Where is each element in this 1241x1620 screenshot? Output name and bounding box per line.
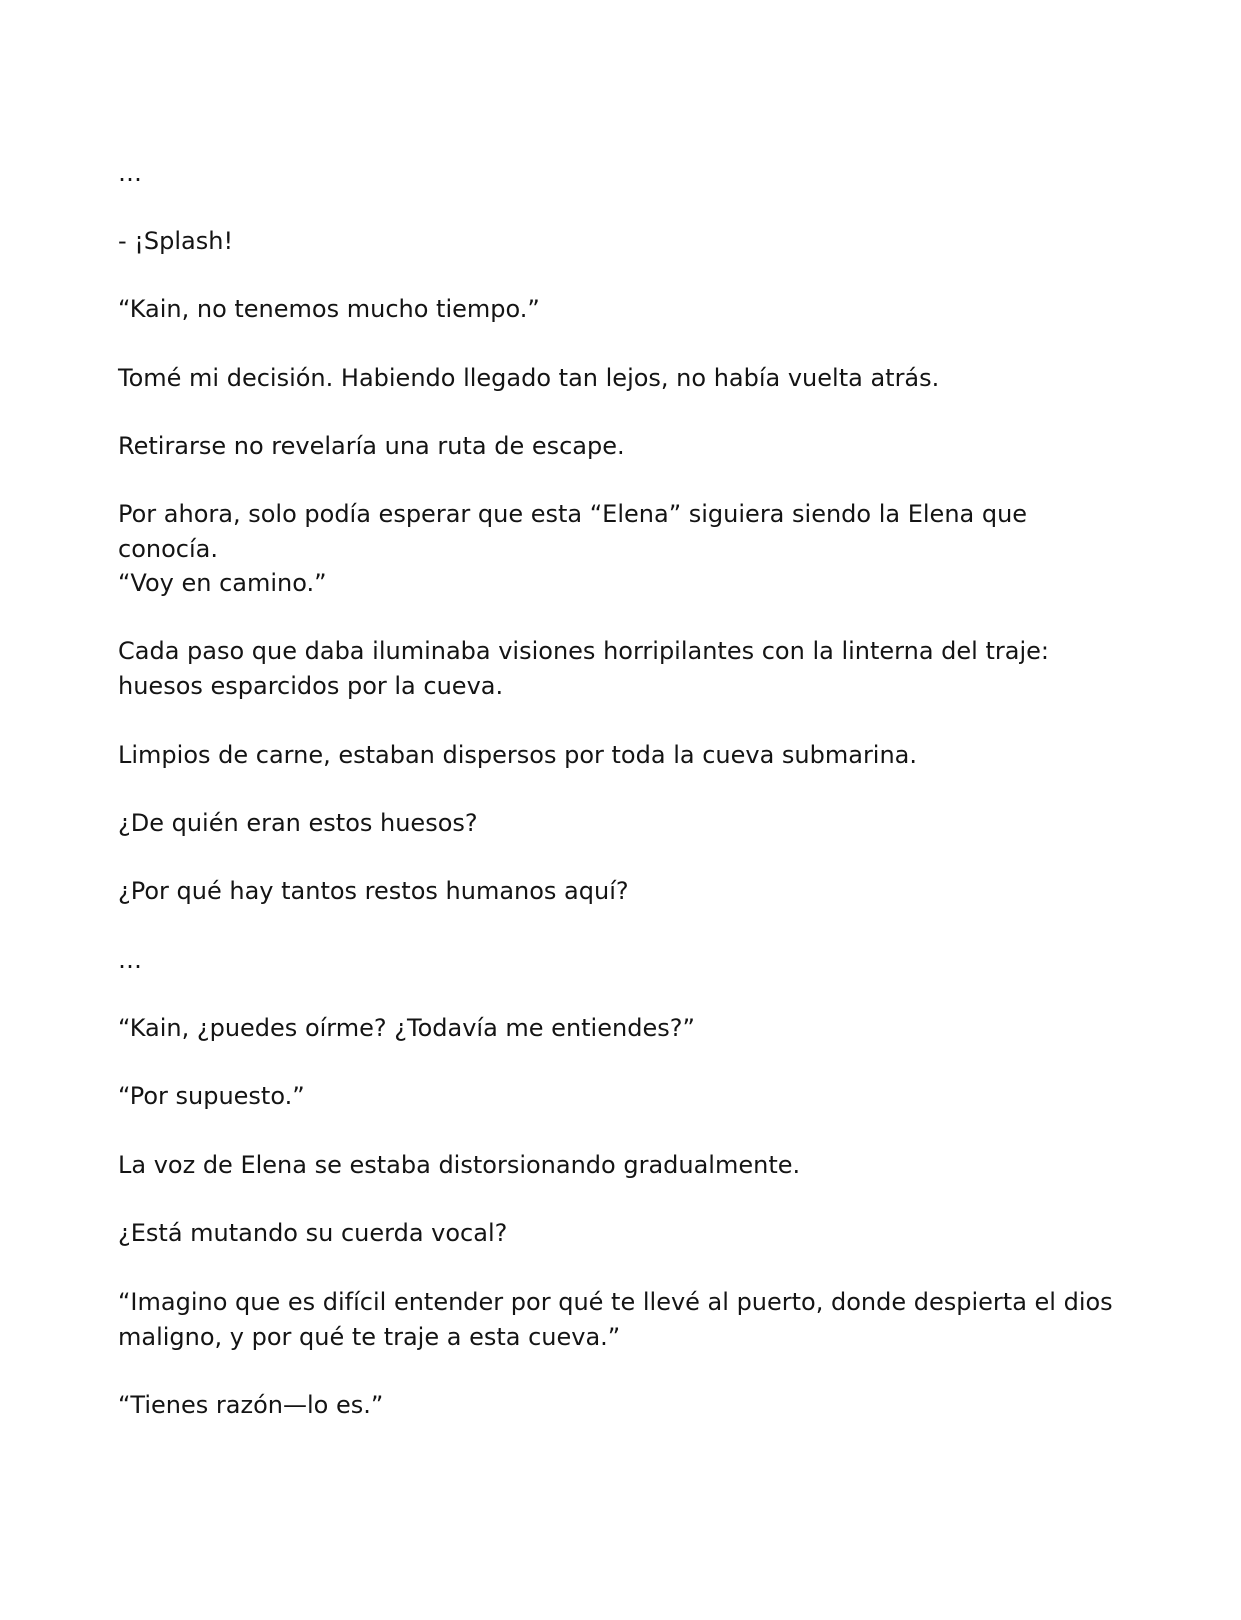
paragraph-narration: Limpios de carne, estaban dispersos por toda la cueva submarina. — [118, 741, 918, 769]
paragraph-narration: La voz de Elena se estaba distorsionando gradualmente. — [118, 1151, 801, 1179]
paragraph-dialogue: “Kain, ¿puedes oírme? ¿Todavía me entiendes?” — [118, 1014, 695, 1042]
paragraph-narration: Por ahora, solo podía esperar que esta “Elena” siguiera siendo la Elena que conocía. — [118, 500, 1028, 563]
paragraph-question: ¿De quién eran estos huesos? — [118, 809, 478, 837]
paragraph-question: ¿Está mutando su cuerda vocal? — [118, 1219, 508, 1247]
paragraph-dialogue: “Voy en camino.” — [118, 569, 327, 597]
paragraph-narration: Retirarse no revelaría una ruta de escape. — [118, 432, 625, 460]
paragraph-dialogue: “Kain, no tenemos mucho tiempo.” — [118, 295, 540, 323]
paragraph-narration: Cada paso que daba iluminaba visiones horripilantes con la linterna del traje: huesos esparcidos por la cueva. — [118, 637, 1049, 700]
paragraph-narration: Tomé mi decisión. Habiendo llegado tan lejos, no había vuelta atrás. — [118, 364, 940, 392]
paragraph-ellipsis: … — [118, 159, 142, 187]
paragraph-question: ¿Por qué hay tantos restos humanos aquí? — [118, 877, 629, 905]
paragraph-splash: - ¡Splash! — [118, 227, 234, 255]
paragraph-ellipsis: … — [118, 946, 142, 974]
paragraph-dialogue: “Tienes razón—lo es.” — [118, 1391, 384, 1419]
paragraph-dialogue: “Por supuesto.” — [118, 1082, 305, 1110]
paragraph-dialogue: “Imagino que es difícil entender por qué te llevé al puerto, donde despierta el dios maligno, y por qué te traje a esta cueva.” — [118, 1288, 1113, 1351]
